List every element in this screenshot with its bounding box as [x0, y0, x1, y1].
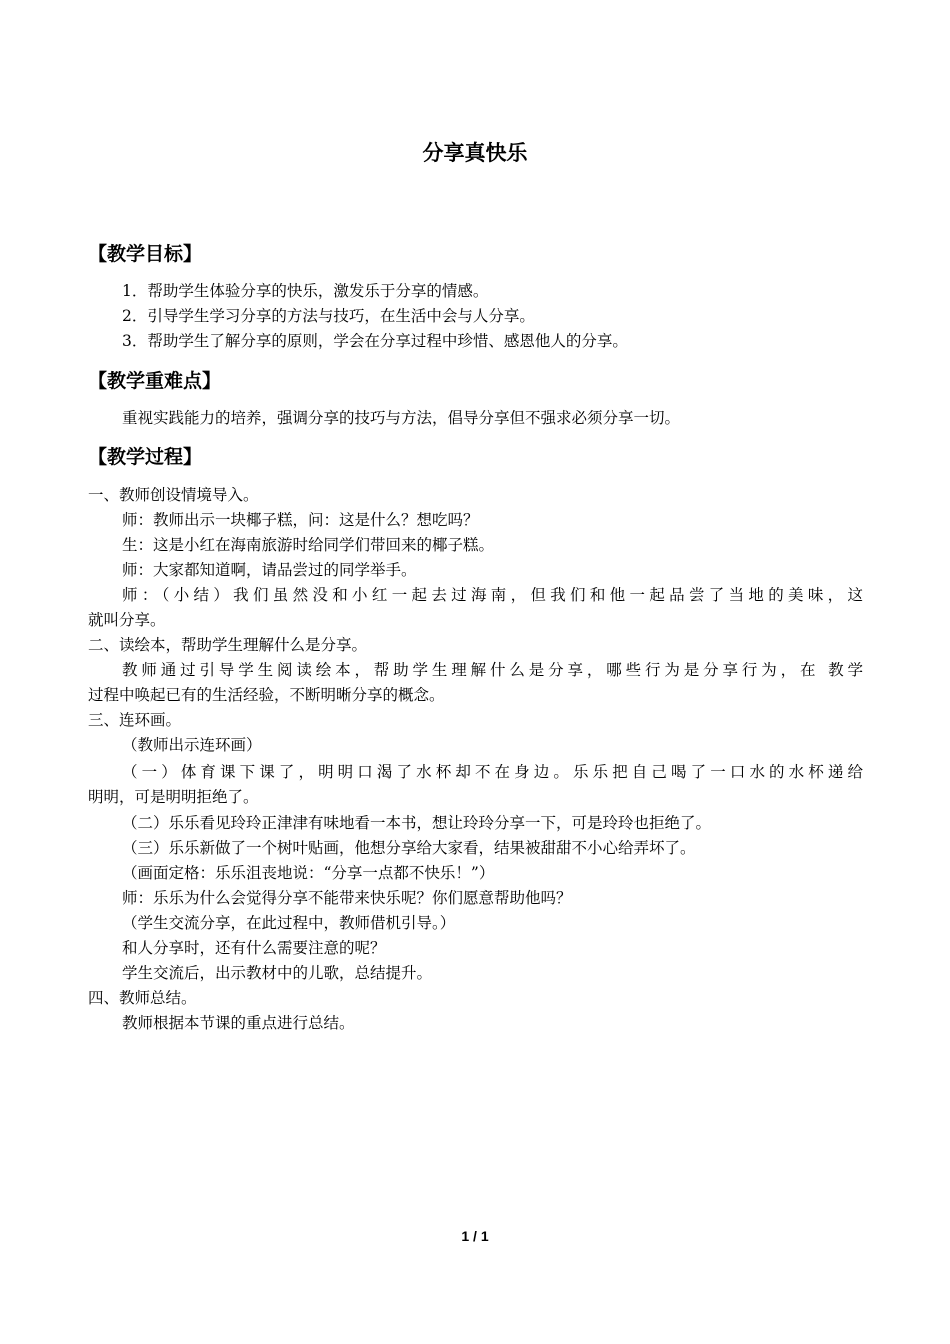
- process-line: （二）乐乐看见玲玲正津津有味地看一本书，想让玲玲分享一下，可是玲玲也拒绝了。: [122, 814, 712, 832]
- process-line: 教师根据本节课的重点进行总结。: [122, 1014, 355, 1032]
- document-title: 分享真快乐: [422, 141, 528, 165]
- process-line: 学生交流后，出示教材中的儿歌，总结提升。: [122, 964, 433, 982]
- goal-item: 1．帮助学生体验分享的快乐，激发乐于分享的情感。: [122, 282, 489, 300]
- process-step-heading: 二、读绘本，帮助学生理解什么是分享。: [88, 636, 368, 654]
- process-line: 明明，可是明明拒绝了。: [88, 788, 259, 806]
- process-line: 就叫分享。: [88, 611, 166, 629]
- process-step-heading: 三、连环画。: [88, 711, 182, 729]
- process-line: （画面定格：乐乐沮丧地说：“分享一点都不快乐！”）: [122, 864, 495, 882]
- process-line: 教师通过引导学生阅读绘本，帮助学生理解什么是分享，哪些行为是分享行为，在 教学: [122, 661, 863, 679]
- process-line: 师：乐乐为什么会觉得分享不能带来快乐呢？你们愿意帮助他吗？: [122, 889, 572, 907]
- process-line: （一）体育课下课了，明明口渴了水杯却不在身边。乐乐把自己喝了一口水的水杯递给: [122, 763, 863, 781]
- process-step-heading: 四、教师总结。: [88, 989, 197, 1007]
- process-line: （教师出示连环画）: [122, 736, 262, 754]
- process-line: 师：（小结）我们虽然没和小红一起去过海南，但我们和他一起品尝了当地的美味，这: [122, 586, 863, 604]
- process-step-heading: 一、教师创设情境导入。: [88, 486, 259, 504]
- process-line: 生：这是小红在海南旅游时给同学们带回来的椰子糕。: [122, 536, 495, 554]
- process-line: （三）乐乐新做了一个树叶贴画，他想分享给大家看，结果被甜甜不小心给弄坏了。: [122, 839, 696, 857]
- process-line: 师：教师出示一块椰子糕，问：这是什么？想吃吗？: [122, 511, 479, 529]
- key-points-text: 重视实践能力的培养，强调分享的技巧与方法，倡导分享但不强求必须分享一切。: [122, 409, 681, 427]
- heading-key-points: 【教学重难点】: [88, 370, 222, 392]
- page-number: 1 / 1: [461, 1228, 489, 1244]
- process-line: 过程中唤起已有的生活经验，不断明晰分享的概念。: [88, 686, 445, 704]
- heading-teaching-goals: 【教学目标】: [88, 243, 203, 265]
- heading-teaching-process: 【教学过程】: [88, 446, 203, 468]
- goal-item: 2．引导学生学习分享的方法与技巧，在生活中会与人分享。: [122, 307, 535, 325]
- process-line: （学生交流分享，在此过程中，教师借机引导。）: [122, 914, 456, 932]
- process-line: 师：大家都知道啊，请品尝过的同学举手。: [122, 561, 417, 579]
- process-line: 和人分享时，还有什么需要注意的呢？: [122, 939, 386, 957]
- goal-item: 3．帮助学生了解分享的原则，学会在分享过程中珍惜、感恩他人的分享。: [122, 332, 628, 350]
